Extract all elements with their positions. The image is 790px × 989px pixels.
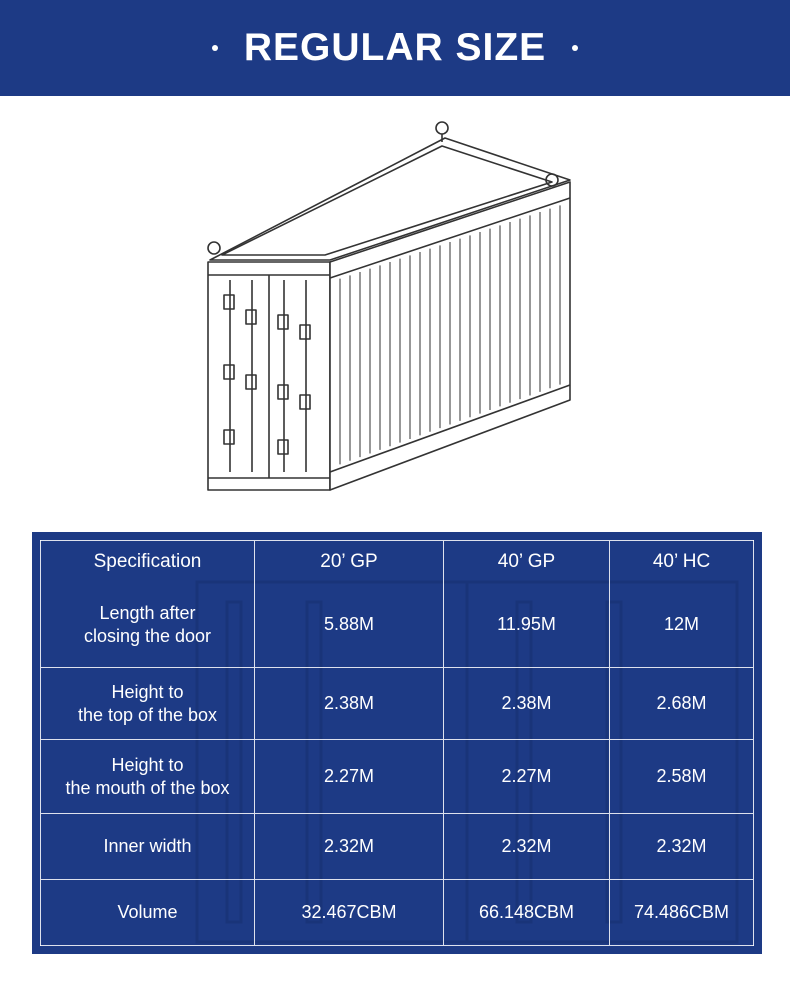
- cell-value: 12M: [610, 583, 754, 668]
- cell-value: 2.27M: [255, 740, 444, 814]
- table-row: [41, 814, 754, 880]
- cell-value: 2.58M: [610, 740, 754, 814]
- row-label-height-mouth: Height to the mouth of the box: [41, 740, 255, 814]
- cell-value: 11.95M: [444, 583, 610, 668]
- row-label-inner-width: Inner width: [41, 814, 255, 880]
- table-row: [41, 740, 754, 814]
- row-label-volume: Volume: [41, 880, 255, 946]
- cell-value: 2.38M: [255, 668, 444, 740]
- cell-value: 2.32M: [255, 814, 444, 880]
- table-row: [41, 880, 754, 946]
- cell-value: 2.68M: [610, 668, 754, 740]
- container-line-drawing: [180, 100, 580, 510]
- cell-value: 32.467CBM: [255, 880, 444, 946]
- cell-value: 2.38M: [444, 668, 610, 740]
- specification-panel: [32, 532, 762, 954]
- column-header-40gp: 40’ GP: [444, 541, 610, 583]
- cell-value: 5.88M: [255, 583, 444, 668]
- bullet-dot-left: [212, 45, 218, 51]
- row-label-length: Length after closing the door: [83, 602, 212, 646]
- specification-table: [40, 540, 754, 946]
- cell-value: 66.148CBM: [444, 880, 610, 946]
- cell-value: 2.27M: [444, 740, 610, 814]
- cell-value: 74.486CBM: [610, 880, 754, 946]
- page-title: REGULAR SIZE: [243, 26, 547, 69]
- column-header-specification: Specification: [93, 551, 202, 573]
- column-header-20gp: 20’ GP: [255, 541, 444, 583]
- cell-value: 2.32M: [444, 814, 610, 880]
- table-header-row: [41, 541, 754, 583]
- bullet-dot-right: [572, 45, 578, 51]
- row-label-height-top: Height to the top of the box: [41, 668, 255, 740]
- column-header-40hc: 40’ HC: [610, 541, 754, 583]
- header-banner: [0, 0, 790, 96]
- cell-value: 2.32M: [610, 814, 754, 880]
- table-row: [41, 583, 754, 668]
- table-row: [41, 668, 754, 740]
